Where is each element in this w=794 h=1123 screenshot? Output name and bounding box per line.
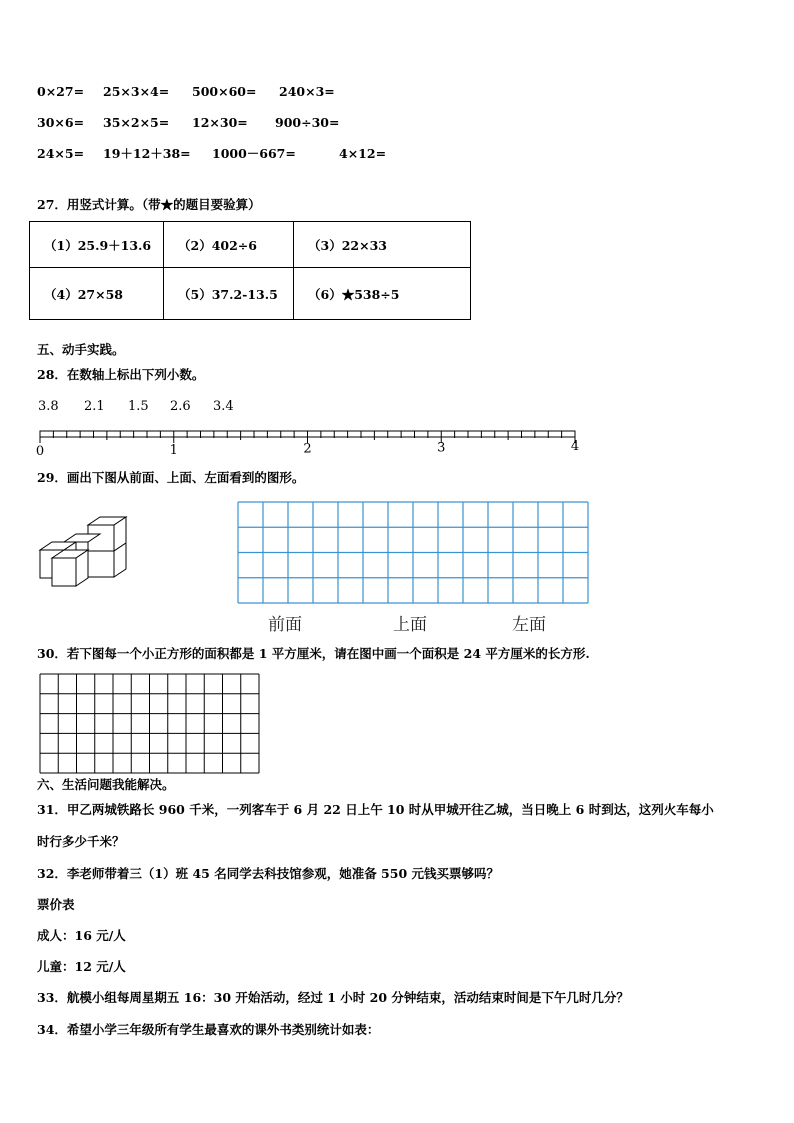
q33-text: 33．航模小组每周星期五 16：30 开始活动，经过 1 小时 20 分钟结束，活动结束时间是下午几时几分？: [37, 990, 629, 1005]
oral-item: 4×12=: [339, 146, 387, 161]
ticket-child: 儿童：12 元/人: [37, 959, 126, 974]
view-drawing-grid: [237, 501, 589, 604]
q28-title: 28．在数轴上标出下列小数。: [37, 367, 205, 382]
view-label-left: 左面: [512, 615, 546, 635]
q29-title: 29．画出下图从前面、上面、左面看到的图形。: [37, 470, 305, 485]
oral-item: 35×2×5=: [103, 115, 170, 130]
axis-label: 2: [303, 441, 312, 457]
number-line: [30, 420, 590, 460]
decimal-value: 1.5: [128, 399, 149, 414]
q31-line2: 时行多少千米？: [37, 834, 125, 849]
oral-item: 240×3=: [279, 84, 335, 99]
decimal-value: 2.1: [84, 399, 105, 414]
axis-label: 0: [35, 444, 45, 459]
oral-item: 1000－667=: [212, 146, 296, 161]
table-cell: （3）22×33: [294, 222, 471, 268]
q32-title: 32．李老师带着三（1）班 45 名同学去科技馆参观，她准备 550 元钱买票够吗？: [37, 866, 499, 881]
table-cell: （2）402÷6: [164, 222, 294, 268]
oral-item: 19＋12＋38=: [103, 146, 191, 161]
q27-table: [29, 221, 471, 320]
decimal-value: 3.4: [213, 399, 234, 414]
axis-label: 1: [169, 442, 178, 458]
decimal-value: 2.6: [170, 399, 191, 414]
section-heading: 六、生活问题我能解决。: [37, 777, 175, 792]
area-drawing-grid: [39, 673, 260, 774]
ticket-table-title: 票价表: [37, 897, 75, 912]
oral-item: 25×3×4=: [103, 84, 170, 99]
oral-item: 24×5=: [37, 146, 85, 161]
oral-item: 12×30=: [192, 115, 248, 130]
q30-title: 30．若下图每一个小正方形的面积都是 1 平方厘米，请在图中画一个面积是 24 平方厘米的长方形.: [37, 646, 590, 661]
axis-label: 4: [570, 439, 580, 455]
oral-item: 30×6=: [37, 115, 85, 130]
table-cell: （5）37.2-13.5: [164, 268, 294, 320]
view-label-top: 上面: [393, 615, 427, 635]
q31-line1: 31．甲乙两城铁路长 960 千米，一列客车于 6 月 22 日上午 10 时从甲城开往乙城，当日晚上 6 时到达，这列火车每小: [37, 802, 714, 817]
axis-label: 3: [437, 440, 446, 456]
section-heading: 五、动手实践。: [37, 342, 125, 357]
q34-text: 34．希望小学三年级所有学生最喜欢的课外书类别统计如表：: [37, 1022, 380, 1037]
table-cell: （4）27×58: [30, 268, 164, 320]
decimal-value: 3.8: [38, 399, 59, 414]
oral-item: 0×27=: [37, 84, 85, 99]
q27-title: 27．用竖式计算。（带★的题目要验算）: [37, 197, 261, 212]
table-row: [30, 268, 471, 320]
table-row: [30, 222, 471, 268]
table-cell: （1）25.9＋13.6: [30, 222, 164, 268]
cube-stack-figure: [36, 514, 132, 596]
table-cell: （6）★538÷5: [294, 268, 471, 320]
oral-item: 500×60=: [192, 84, 257, 99]
ticket-adult: 成人：16 元/人: [37, 928, 126, 943]
oral-item: 900÷30=: [275, 115, 340, 130]
view-label-front: 前面: [268, 615, 302, 635]
